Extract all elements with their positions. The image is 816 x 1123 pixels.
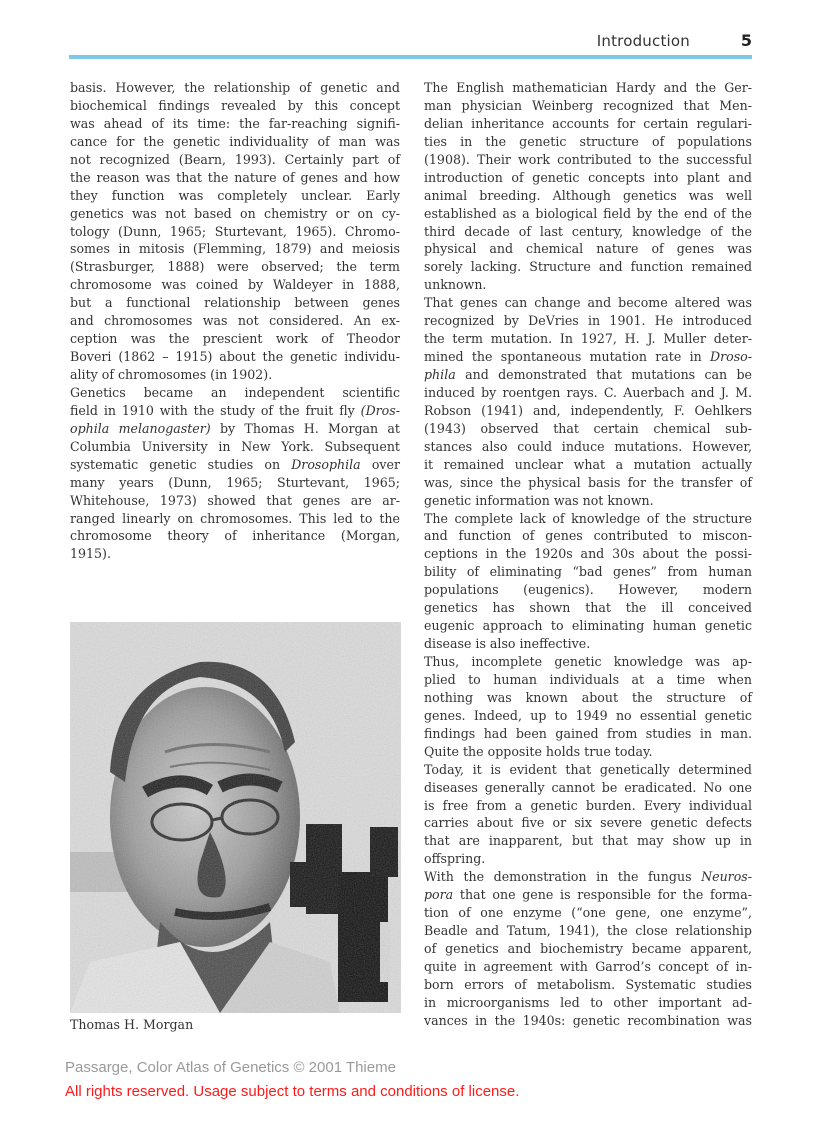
text-line: Robson (1941) and, independently, F. Oehlkers: [424, 402, 752, 418]
text-line: plied to human individuals at a time when: [424, 671, 752, 687]
text-line: The complete lack of knowledge of the structure: [424, 510, 752, 526]
text-line: but a functional relationship between genes: [70, 295, 400, 311]
text-line: the term mutation. In 1927, H. J. Muller deter-: [424, 331, 752, 347]
text-line: delian inheritance accounts for certain regulari-: [424, 115, 752, 131]
text-line: offspring.: [424, 851, 486, 867]
text-line-mixed: [424, 868, 752, 886]
text-line: in microorganisms led to other important ad-: [424, 994, 752, 1010]
portrait-image: [70, 622, 401, 1013]
italic-run: ophila melanogaster): [70, 420, 211, 436]
text-line: many years (Dunn, 1965; Sturtevant, 1965;: [70, 474, 400, 490]
text-line: Genetics became an independent scientific: [70, 384, 400, 400]
text-line: cance for the genetic individuality of man was: [70, 133, 400, 149]
text-line: born errors of metabolism. Systematic studies: [424, 976, 752, 992]
text-line: of genetics and biochemistry became apparent,: [424, 941, 752, 956]
text-line: and chromosomes was not considered. An ex-: [70, 313, 400, 329]
text-line: animal breeding. Although genetics was well: [424, 187, 752, 203]
text-run: that one gene is responsible for the forma-: [453, 887, 752, 903]
text-run: by Thomas H. Morgan at: [210, 420, 400, 436]
text-line: was ahead of its time: the far-reaching signifi-: [70, 115, 400, 131]
copyright-notice: Passarge, Color Atlas of Genetics © 2001 Thieme: [65, 1059, 396, 1076]
text-line: nothing was known about the structure of: [424, 689, 752, 705]
text-line: genetics has shown that the ill conceived: [424, 600, 752, 616]
text-line-mixed: [424, 348, 752, 366]
text-line: ranged linearly on chromosomes. This led to the: [70, 510, 400, 526]
text-line: eugenic approach to eliminating human genetic: [424, 618, 752, 634]
text-line-mixed: [70, 402, 400, 420]
text-run: systematic genetic studies on: [70, 456, 292, 472]
text-line: recognized by DeVries in 1901. He introduced: [424, 313, 752, 329]
text-line: induced by roentgen rays. C. Auerbach and J. M.: [424, 384, 752, 400]
text-line: bility of eliminating “bad genes” from human: [424, 564, 752, 580]
italic-run: Neuros-: [701, 869, 752, 885]
text-line: Columbia University in New York. Subsequent: [70, 438, 400, 454]
text-line: it remained unclear what a mutation actually: [424, 456, 752, 472]
text-line: ceptions in the 1920s and 30s about the possi-: [424, 546, 752, 562]
text-line: chromosome was coined by Waldeyer in 1888,: [70, 277, 400, 293]
text-line: chromosome theory of inheritance (Morgan,: [70, 528, 400, 544]
text-line: populations (eugenics). However, modern: [424, 582, 752, 598]
text-line: unknown.: [424, 277, 487, 293]
text-line: was, since the physical basis for the transfer of: [424, 474, 752, 490]
text-line: established as a biological field by the end of the: [424, 205, 752, 221]
italic-run: Droso-: [710, 349, 752, 365]
text-run: over: [360, 456, 400, 472]
text-run: field in 1910 with the study of the fruit fly: [70, 402, 361, 418]
text-line: not recognized (Bearn, 1993). Certainly part of: [70, 151, 400, 167]
text-line: (1943) observed that certain chemical sub-: [424, 420, 752, 436]
text-line: is free from a genetic burden. Every individual: [424, 797, 752, 813]
text-line: ception was the prescient work of Theodor: [70, 331, 400, 347]
text-line: Today, it is evident that genetically determined: [424, 761, 752, 777]
text-line: carries about five or six severe genetic defects: [424, 815, 752, 831]
text-line: physical and chemical nature of genes was: [424, 241, 752, 257]
text-line: introduction of genetic concepts into plant and: [424, 169, 752, 185]
text-line: man physician Weinberg recognized that Men-: [424, 97, 752, 113]
text-line: The English mathematician Hardy and the Ger-: [424, 80, 752, 95]
text-line-mixed: [424, 366, 752, 384]
text-line: 1915).: [70, 546, 111, 562]
text-line: That genes can change and become altered was: [424, 295, 752, 311]
figure-caption: Thomas H. Morgan: [70, 1017, 194, 1032]
text-run: With the demonstration in the fungus: [424, 869, 702, 885]
header-rule: [69, 55, 752, 59]
text-line: Quite the opposite holds true today.: [424, 743, 653, 759]
text-line: vances in the 1940s: genetic recombination was: [424, 1012, 752, 1028]
page-number: 5: [740, 31, 752, 50]
text-line: tology (Dunn, 1965; Sturtevant, 1965). Chromo-: [70, 223, 400, 239]
text-run: mined the spontaneous mutation rate in: [424, 349, 710, 365]
text-line: diseases generally cannot be eradicated. No one: [424, 779, 752, 795]
text-run: and demonstrated that mutations can be: [455, 367, 752, 382]
text-line: quite in agreement with Garrod’s concept of in-: [424, 958, 752, 974]
text-line-mixed: [424, 886, 752, 904]
italic-run: (Dros-: [360, 402, 400, 418]
text-line: tion of one enzyme (“one gene, one enzyme”,: [424, 905, 752, 921]
text-line: that are inapparent, but that may show up in: [424, 833, 752, 849]
text-line: findings had been gained from studies in man.: [424, 725, 752, 741]
right-column: [424, 79, 752, 1030]
text-line: they function was completely unclear. Early: [70, 187, 400, 203]
text-line: somes in mitosis (Flemming, 1879) and meiosis: [70, 241, 400, 257]
text-line: (1908). Their work contributed to the successful: [424, 151, 752, 167]
text-line: and function of genes contributed to miscon-: [424, 528, 752, 544]
text-line: ality of chromosomes (in 1902).: [70, 367, 273, 382]
text-line: genetic information was not known.: [424, 492, 654, 508]
left-column: [70, 79, 400, 563]
text-line-mixed: [70, 456, 400, 474]
text-line: ties in the genetic structure of populations: [424, 133, 752, 149]
running-head: [69, 30, 752, 54]
text-line: Thus, incomplete genetic knowledge was ap-: [424, 654, 752, 669]
portrait-photo: [70, 622, 401, 1013]
text-line: sorely lacking. Structure and function remained: [424, 259, 752, 275]
text-line: genes. Indeed, up to 1949 no essential genetic: [424, 707, 752, 723]
text-line: biochemical findings revealed by this concept: [70, 97, 400, 113]
italic-run: pora: [424, 887, 454, 903]
italic-run: Drosophila: [291, 456, 361, 472]
text-line: (Strasburger, 1888) were observed; the term: [70, 259, 400, 275]
text-line: the reason was that the nature of genes and how: [70, 169, 400, 185]
text-line: Boveri (1862 – 1915) about the genetic individu-: [70, 349, 400, 365]
text-line: third decade of last century, knowledge of the: [424, 223, 752, 239]
license-notice: All rights reserved. Usage subject to terms and conditions of license.: [65, 1083, 520, 1100]
text-line-mixed: [70, 420, 400, 438]
italic-run: phila: [424, 367, 456, 382]
text-line: stances also could induce mutations. However,: [424, 438, 752, 454]
section-title: Introduction: [596, 32, 690, 50]
text-line: basis. However, the relationship of genetic and: [70, 80, 400, 95]
text-line: disease is also ineffective.: [424, 636, 591, 652]
text-line: Whitehouse, 1973) showed that genes are ar-: [70, 492, 400, 508]
text-line: genetics was not based on chemistry or on cy-: [70, 205, 400, 221]
text-line: Beadle and Tatum, 1941), the close relationship: [424, 923, 752, 939]
